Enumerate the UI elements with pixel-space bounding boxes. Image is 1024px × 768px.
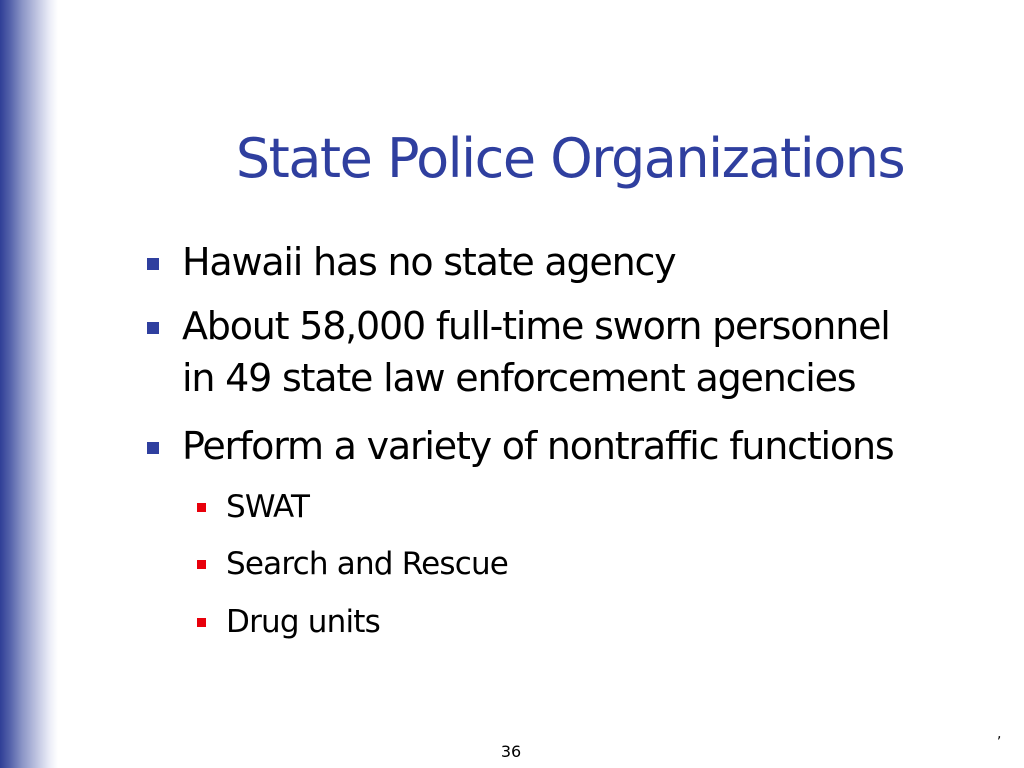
- square-bullet-icon: [147, 258, 159, 270]
- small-square-bullet-icon: [197, 560, 206, 569]
- small-square-bullet-icon: [197, 618, 206, 627]
- small-square-bullet-icon: [197, 503, 206, 512]
- square-bullet-icon: [147, 322, 159, 334]
- slide-title: State Police Organizations: [235, 127, 905, 190]
- sub-bullet-text: SWAT: [226, 489, 310, 525]
- sub-bullet-text: Drug units: [226, 604, 381, 640]
- sub-bullet-item: [226, 485, 309, 529]
- bullet-text: Hawaii has no state agency: [182, 240, 676, 284]
- bullet-text: Perform a variety of nontraffic functions: [182, 424, 894, 468]
- sub-bullet-item: [226, 542, 508, 586]
- bullet-item: [182, 236, 675, 288]
- square-bullet-icon: [147, 442, 159, 454]
- sidebar-gradient: [0, 0, 58, 768]
- sub-bullet-text: Search and Rescue: [226, 546, 509, 582]
- bullet-item: [182, 420, 893, 472]
- bullet-text: About 58,000 full-time sworn personnel: [182, 304, 890, 348]
- bullet-text-continued: in 49 state law enforcement agencies: [182, 356, 856, 400]
- sub-bullet-item: [226, 600, 380, 644]
- corner-mark: ,: [997, 726, 1002, 742]
- bullet-item: [182, 300, 890, 404]
- page-number: 36: [500, 742, 522, 761]
